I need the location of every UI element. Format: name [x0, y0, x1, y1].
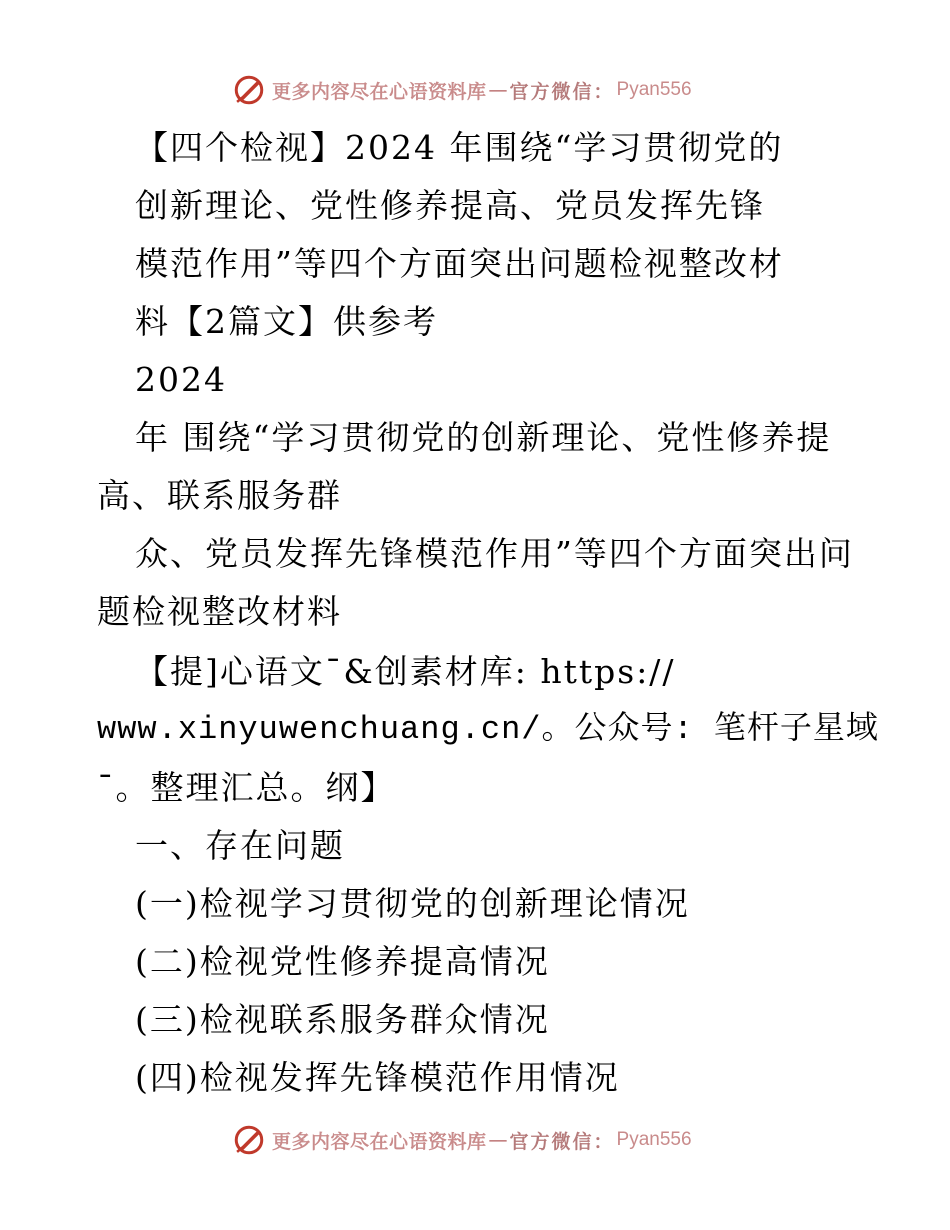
banner-wechat-id: Pyan556	[616, 1129, 692, 1150]
title-line-4: 料【2篇文】供参考	[135, 302, 438, 341]
body-line: 众、党员发挥先锋模范作用”等四个方面突出问	[135, 534, 854, 573]
body-line: 年 围绕“学习贯彻党的创新理论、党性修养提	[135, 418, 832, 457]
section-item: (二)检视党性修养提高情况	[135, 942, 550, 981]
banner-official-label: 官方微信：	[509, 1130, 615, 1153]
body-line: 高、联系服务群	[97, 476, 342, 515]
banner-main-text: 更多内容尽在心语资料库	[272, 80, 487, 103]
section-item: (一)检视学习贯彻党的创新理论情况	[135, 884, 690, 923]
source-note-line-2: www.xinyuwenchuang.cn/。公众号: 笔杆子星域	[97, 711, 879, 748]
banner-main-text: 更多内容尽在心语资料库	[272, 1130, 487, 1153]
banner-dash: —	[488, 79, 508, 101]
watermark-banner-bottom	[232, 1122, 712, 1158]
title-line-1: 【四个检视】2024 年围绕“学习贯彻党的	[135, 128, 784, 167]
watermark-banner-top	[232, 72, 712, 108]
banner-dash: —	[488, 1129, 508, 1151]
title-line-3: 模范作用”等四个方面突出问题检视整改材	[135, 244, 784, 283]
quill-logo-icon	[232, 73, 266, 107]
section-heading: 一、存在问题	[135, 826, 345, 865]
banner-wechat-id: Pyan556	[616, 79, 692, 100]
section-item: (三)检视联系服务群众情况	[135, 1000, 550, 1039]
body-line: 题检视整改材料	[97, 592, 342, 631]
quill-logo-icon	[232, 1123, 266, 1157]
section-item: (四)检视发挥先锋模范作用情况	[135, 1058, 620, 1097]
banner-official-label: 官方微信：	[509, 80, 615, 103]
title-line-2: 创新理论、党性修养提高、党员发挥先锋	[135, 186, 765, 225]
source-note-line-1: 【提]心语文¯&创素材库: https://	[135, 652, 676, 691]
body-line-year: 2024	[135, 360, 227, 399]
source-note-line-3: ¯。整理汇总。纲】	[97, 768, 396, 807]
